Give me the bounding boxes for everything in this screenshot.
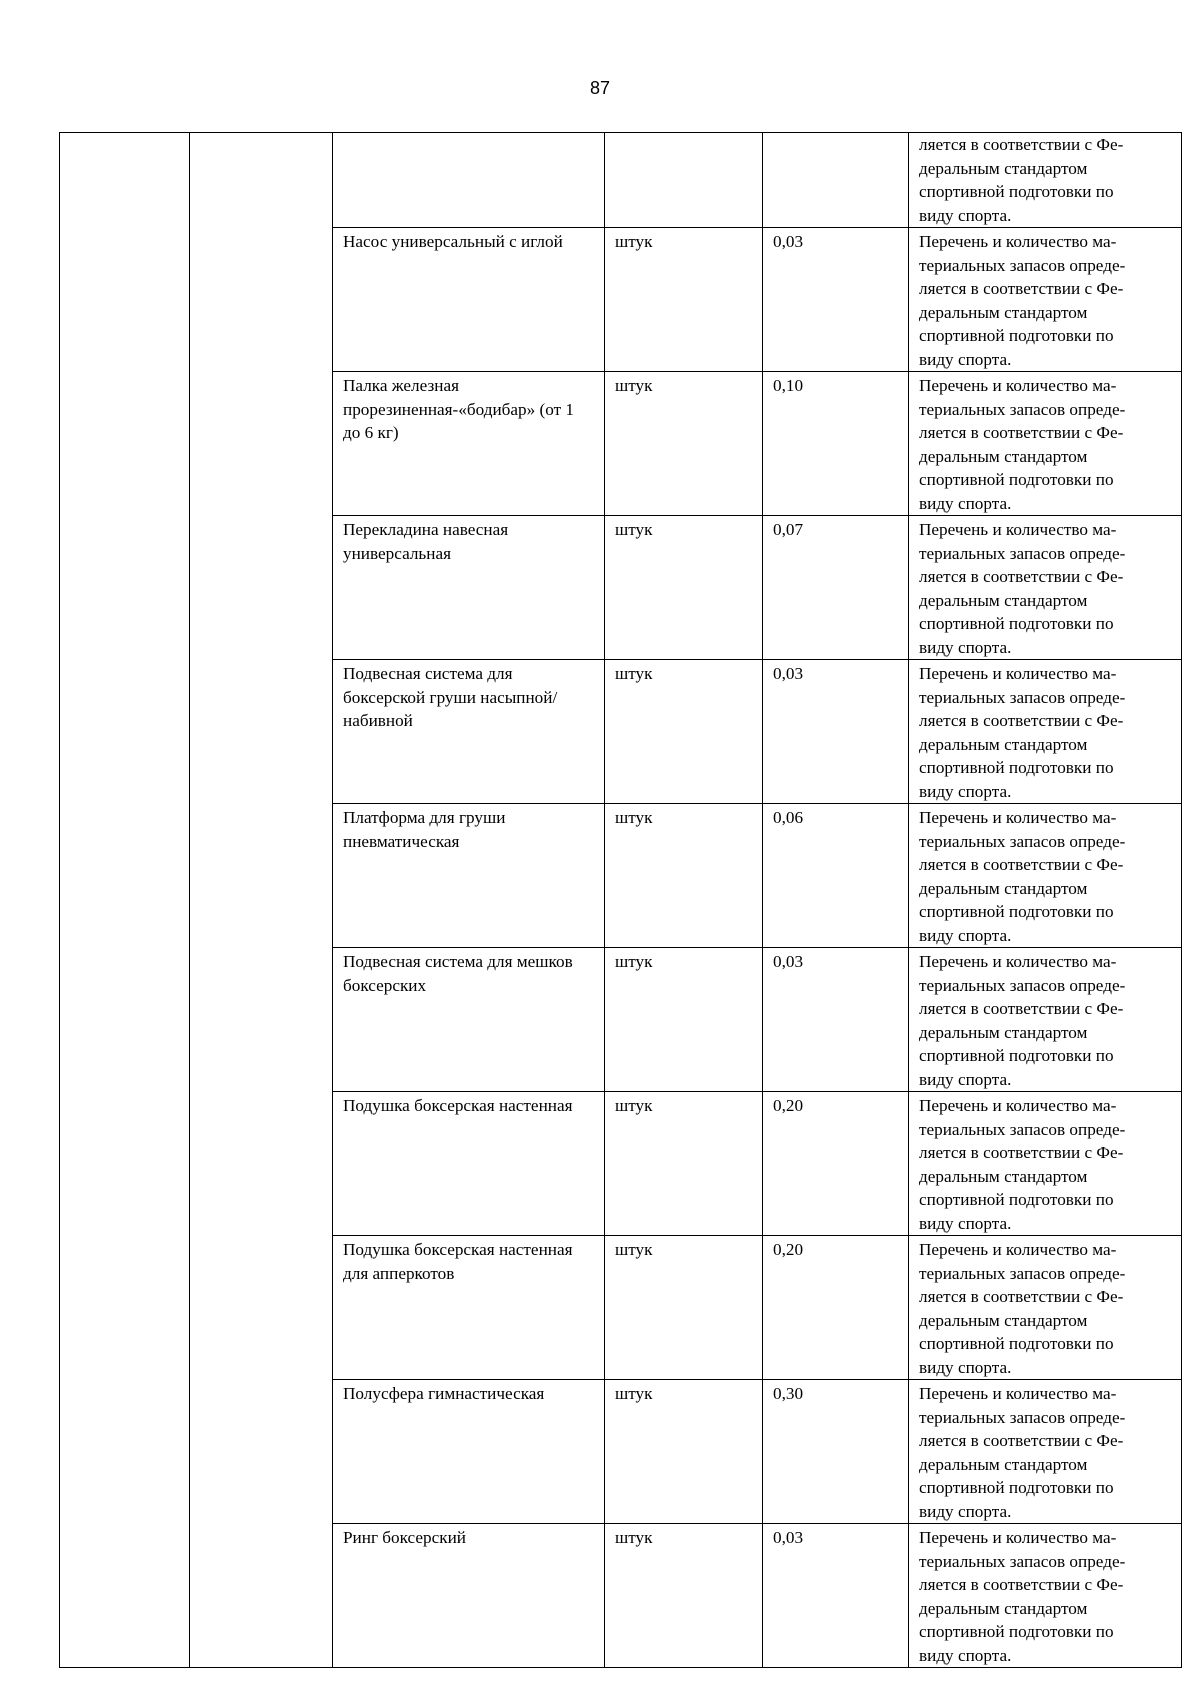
note-line: спортивной подготовки по xyxy=(919,1046,1114,1065)
item-name-cell xyxy=(333,133,605,228)
item-name-cell: Палка железная прорезиненная-«бодибар» (от 1 до 6 кг) xyxy=(333,372,605,516)
note-line: виду спорта. xyxy=(919,1069,1012,1089)
note-line: деральным стандартом xyxy=(919,446,1088,466)
note-line: Перечень и количество ма- xyxy=(919,952,1117,971)
note-cell xyxy=(909,1524,1182,1668)
unit-cell: штук xyxy=(605,516,763,660)
quantity-cell: 0,20 xyxy=(763,1236,909,1380)
note-line: виду спорта. xyxy=(919,781,1012,801)
item-name-cell: Перекладина навесная универсальная xyxy=(333,516,605,660)
note-line: спортивной подготовки по xyxy=(919,326,1114,345)
note-line: териальных запасов опреде- xyxy=(919,543,1126,563)
note-line: деральным стандартом xyxy=(919,878,1088,898)
note-line: деральным стандартом xyxy=(919,734,1088,754)
unit-cell: штук xyxy=(605,372,763,516)
note-cell xyxy=(909,948,1182,1092)
item-name-cell: Подушка боксерская настенная для апперкотов xyxy=(333,1236,605,1380)
note-line: спортивной подготовки по xyxy=(919,1190,1114,1209)
unit-cell: штук xyxy=(605,660,763,804)
note-line: Перечень и количество ма- xyxy=(919,520,1117,539)
note-line: спортивной подготовки по xyxy=(919,902,1114,921)
group-column-cell xyxy=(190,133,333,1668)
table-row-continued xyxy=(60,133,1182,228)
item-name-cell: Подвесная система для боксерской груши насыпной/набивной xyxy=(333,660,605,804)
note-line: деральным стандартом xyxy=(919,1310,1088,1330)
note-line: ляется в соответствии с Фе- xyxy=(919,567,1124,586)
note-cell xyxy=(909,516,1182,660)
quantity-cell: 0,03 xyxy=(763,1524,909,1668)
note-line: ляется в соответствии с Фе- xyxy=(919,1143,1124,1162)
quantity-cell: 0,03 xyxy=(763,660,909,804)
unit-cell: штук xyxy=(605,948,763,1092)
note-line: деральным стандартом xyxy=(919,590,1088,610)
item-name-cell: Подушка боксерская настенная xyxy=(333,1092,605,1236)
quantity-cell: 0,03 xyxy=(763,228,909,372)
note-line: деральным стандартом xyxy=(919,1166,1088,1186)
note-line: виду спорта. xyxy=(919,1357,1012,1377)
note-line: териальных запасов опреде- xyxy=(919,1119,1126,1139)
quantity-cell: 0,06 xyxy=(763,804,909,948)
unit-cell xyxy=(605,133,763,228)
note-line: виду спорта. xyxy=(919,925,1012,945)
note-line: деральным стандартом xyxy=(919,1454,1088,1474)
item-name-cell: Подвесная система для мешков боксерских xyxy=(333,948,605,1092)
note-line: Перечень и количество ма- xyxy=(919,1528,1117,1547)
note-line: спортивной подготовки по xyxy=(919,1334,1114,1353)
note-line: деральным стандартом xyxy=(919,1598,1088,1618)
quantity-cell: 0,07 xyxy=(763,516,909,660)
note-line: териальных запасов опреде- xyxy=(919,831,1126,851)
note-line: деральным стандартом xyxy=(919,158,1088,178)
note-line: спортивной подготовки по xyxy=(919,614,1114,633)
note-line: териальных запасов опреде- xyxy=(919,687,1126,707)
note-line: ляется в соответствии с Фе- xyxy=(919,1575,1124,1594)
unit-cell: штук xyxy=(605,1524,763,1668)
page-number: 87 xyxy=(589,78,611,98)
note-cell xyxy=(909,1236,1182,1380)
note-line: Перечень и количество ма- xyxy=(919,664,1117,683)
note-line: ляется в соответствии с Фе- xyxy=(919,1431,1124,1450)
note-line: спортивной подготовки по xyxy=(919,758,1114,777)
note-line: виду спорта. xyxy=(919,1213,1012,1233)
note-line: ляется в соответствии с Фе- xyxy=(919,855,1124,874)
note-line: ляется в соответствии с Фе- xyxy=(919,711,1124,730)
note-cell xyxy=(909,133,1182,228)
item-name-cell: Полусфера гимнастическая xyxy=(333,1380,605,1524)
note-line: ляется в соответствии с Фе- xyxy=(919,423,1124,442)
note-line: виду спорта. xyxy=(919,1501,1012,1521)
note-line: териальных запасов опреде- xyxy=(919,975,1126,995)
note-line: спортивной подготовки по xyxy=(919,1622,1114,1641)
note-line: Перечень и количество ма- xyxy=(919,1384,1117,1403)
table-body xyxy=(60,133,1182,1668)
note-cell xyxy=(909,660,1182,804)
note-line: териальных запасов опреде- xyxy=(919,399,1126,419)
note-line: ляется в соответствии с Фе- xyxy=(919,999,1124,1018)
note-line: виду спорта. xyxy=(919,493,1012,513)
note-line: териальных запасов опреде- xyxy=(919,255,1126,275)
item-name-cell: Ринг боксерский xyxy=(333,1524,605,1668)
note-cell xyxy=(909,372,1182,516)
unit-cell: штук xyxy=(605,1092,763,1236)
note-line: виду спорта. xyxy=(919,349,1012,369)
note-line: Перечень и количество ма- xyxy=(919,1096,1117,1115)
note-cell xyxy=(909,1380,1182,1524)
item-name-cell: Насос универсальный с иглой xyxy=(333,228,605,372)
note-line: виду спорта. xyxy=(919,637,1012,657)
quantity-cell: 0,10 xyxy=(763,372,909,516)
note-cell xyxy=(909,228,1182,372)
note-line: ляется в соответствии с Фе- xyxy=(919,135,1124,154)
quantity-cell xyxy=(763,133,909,228)
note-line: Перечень и количество ма- xyxy=(919,808,1117,827)
note-line: спортивной подготовки по xyxy=(919,1478,1114,1497)
quantity-cell: 0,03 xyxy=(763,948,909,1092)
note-cell xyxy=(909,1092,1182,1236)
quantity-cell: 0,20 xyxy=(763,1092,909,1236)
item-name-cell: Платформа для груши пневматическая xyxy=(333,804,605,948)
note-cell xyxy=(909,804,1182,948)
quantity-cell: 0,30 xyxy=(763,1380,909,1524)
unit-cell: штук xyxy=(605,1236,763,1380)
note-line: Перечень и количество ма- xyxy=(919,1240,1117,1259)
note-line: виду спорта. xyxy=(919,1645,1012,1665)
note-line: деральным стандартом xyxy=(919,1022,1088,1042)
unit-cell: штук xyxy=(605,228,763,372)
note-line: териальных запасов опреде- xyxy=(919,1263,1126,1283)
equipment-table xyxy=(59,132,1182,1668)
note-line: ляется в соответствии с Фе- xyxy=(919,279,1124,298)
note-line: деральным стандартом xyxy=(919,302,1088,322)
note-line: Перечень и количество ма- xyxy=(919,376,1117,395)
note-line: спортивной подготовки по xyxy=(919,182,1114,201)
note-line: териальных запасов опреде- xyxy=(919,1407,1126,1427)
unit-cell: штук xyxy=(605,804,763,948)
unit-cell: штук xyxy=(605,1380,763,1524)
note-line: виду спорта. xyxy=(919,205,1012,225)
note-line: Перечень и количество ма- xyxy=(919,232,1117,251)
note-line: спортивной подготовки по xyxy=(919,470,1114,489)
note-line: ляется в соответствии с Фе- xyxy=(919,1287,1124,1306)
index-column-cell xyxy=(60,133,190,1668)
note-line: териальных запасов опреде- xyxy=(919,1551,1126,1571)
